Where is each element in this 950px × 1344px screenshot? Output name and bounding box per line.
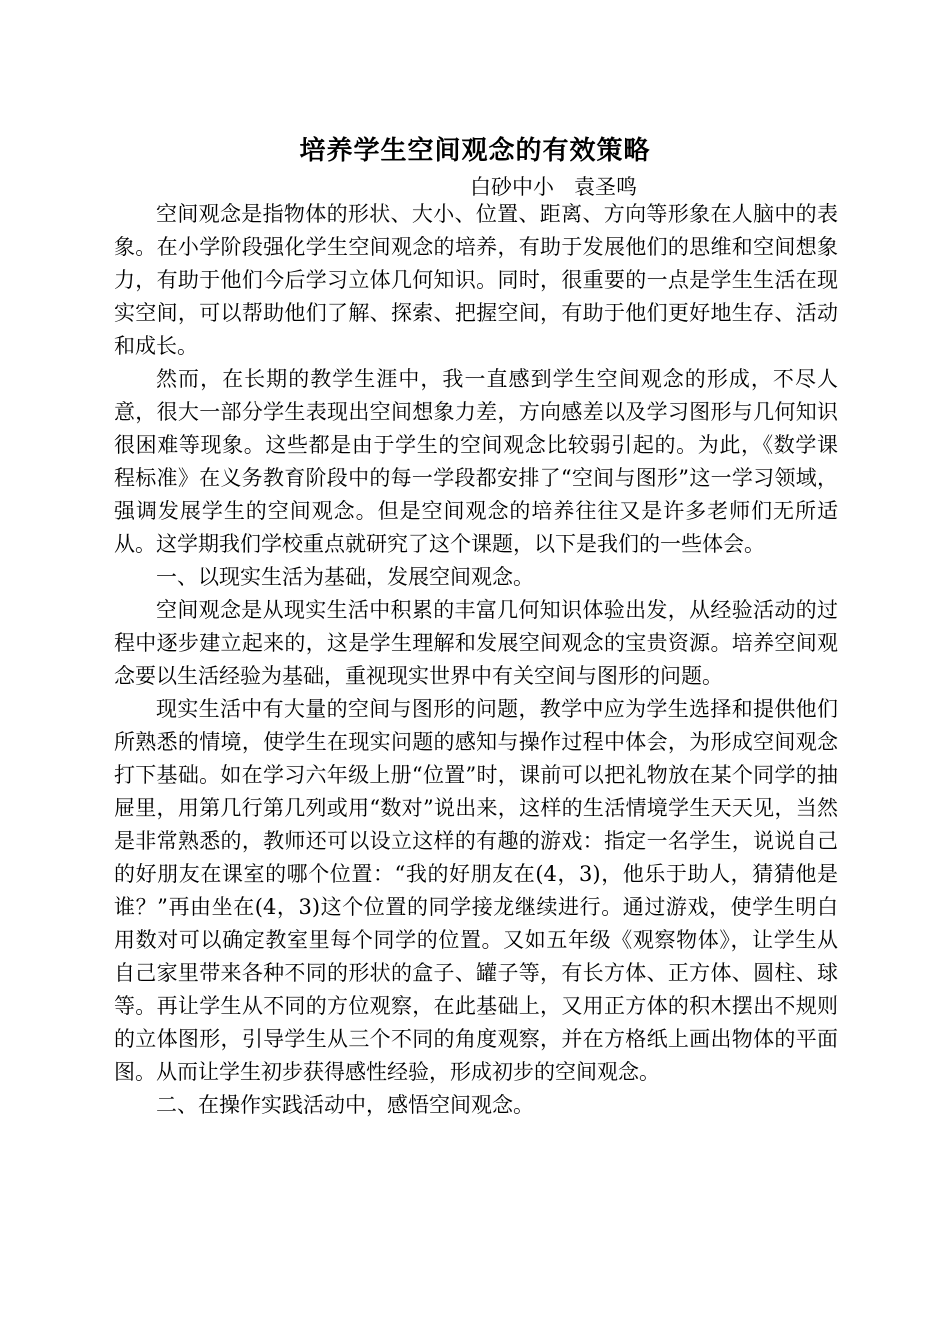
section-heading-1: 一、以现实生活为基础，发展空间观念。 [156,565,534,589]
paragraph-4: 现实生活中有大量的空间与图形的问题，教学中应为学生选择和提供他们所熟悉的情境，使学生在现实问题的感知与操作过程中体会，为形成空间观念打下基础。如在学习六年级上册“位置”时，课前可以把礼物放在某个同学的抽屉里，用第几行第几列或用“数对”说出来，这样的生活情境学生天天见，当然是非常熟悉的，教师还可以设立这样的有趣的游戏：指定一名学生，说说自己的好朋友在课室的哪个位置：“我的好朋友在(4，3)，他乐于助人，猜猜他是谁？”再由坐在(4，3)这个位置的同学接龙继续进行。通过游戏，使学生明白用数对可以确定教室里每个同学的位置。又如五年级《观察物体》，让学生从自己家里带来各种不同的形状的盒子、罐子等，有长方体、正方体、圆柱、球等。再让学生从不同的方位观察，在此基础上，又用正方体的积木摆出不规则的立体图形，引导学生从三个不同的角度观察，并在方格纸上画出物体的平面图。从而让学生初步获得感性经验，形成初步的空间观念。 [114,697,838,1084]
document-body [114,198,838,1122]
section-heading-2: 二、在操作实践活动中，感悟空间观念。 [156,1093,534,1117]
paragraph-2: 然而，在长期的教学生涯中，我一直感到学生空间观念的形成，不尽人意，很大一部分学生表现出空间想象力差，方向感差以及学习图形与几何知识很困难等现象。这些都是由于学生的空间观念比较弱引起的。为此，《数学课程标准》在义务教育阶段中的每一学段都安排了“空间与图形”这一学习领域，强调发展学生的空间观念。但是空间观念的培养往往又是许多老师们无所适从。这学期我们学校重点就研究了这个课题，以下是我们的一些体会。 [114,367,838,556]
document-title: 培养学生空间观念的有效策略 [299,136,651,166]
paragraph-3: 空间观念是从现实生活中积累的丰富几何知识体验出发，从经验活动的过程中逐步建立起来的，这是学生理解和发展空间观念的宝贵资源。培养空间观念要以生活经验为基础，重视现实世界中有关空间与图形的问题。 [114,598,838,688]
paragraph-1: 空间观念是指物体的形状、大小、位置、距离、方向等形象在人脑中的表象。在小学阶段强化学生空间观念的培养，有助于发展他们的思维和空间想象力，有助于他们今后学习立体几何知识。同时，很重要的一点是学生生活在现实空间，可以帮助他们了解、探索、把握空间，有助于他们更好地生存、活动和成长。 [114,202,838,358]
document-author: 白砂中小 袁圣鸣 [470,175,638,199]
